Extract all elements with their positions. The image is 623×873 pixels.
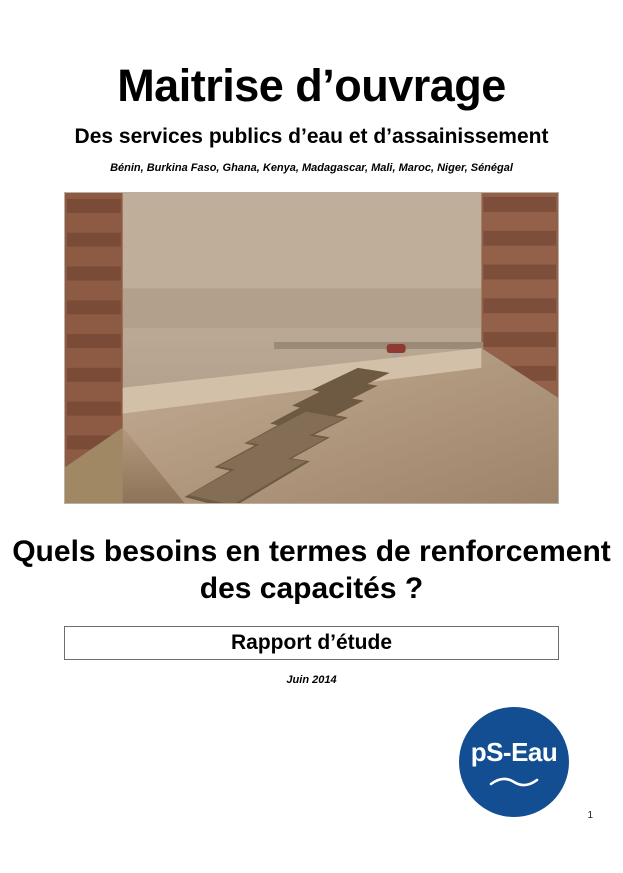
page-subtitle: Des services publics d’eau et d’assainissement (74, 125, 549, 149)
publication-date: Juin 2014 (286, 673, 337, 686)
report-type-label: Rapport d’étude (231, 630, 392, 654)
pseau-logo (459, 707, 569, 817)
cover-photo-illustration (65, 193, 558, 503)
report-question: Quels besoins en termes de renforcement des capacités ? (12, 535, 611, 605)
report-type-box (64, 626, 559, 660)
countries-list: Bénin, Burkina Faso, Ghana, Kenya, Madagascar, Mali, Maroc, Niger, Sénégal (110, 162, 513, 175)
cover-photo (64, 192, 559, 504)
page-title: Maitrise d’ouvrage (117, 60, 506, 111)
wave-icon (489, 775, 539, 789)
logo-circle (459, 707, 569, 817)
page-number: 1 (587, 810, 593, 821)
logo-text: pS-Eau (470, 737, 558, 767)
